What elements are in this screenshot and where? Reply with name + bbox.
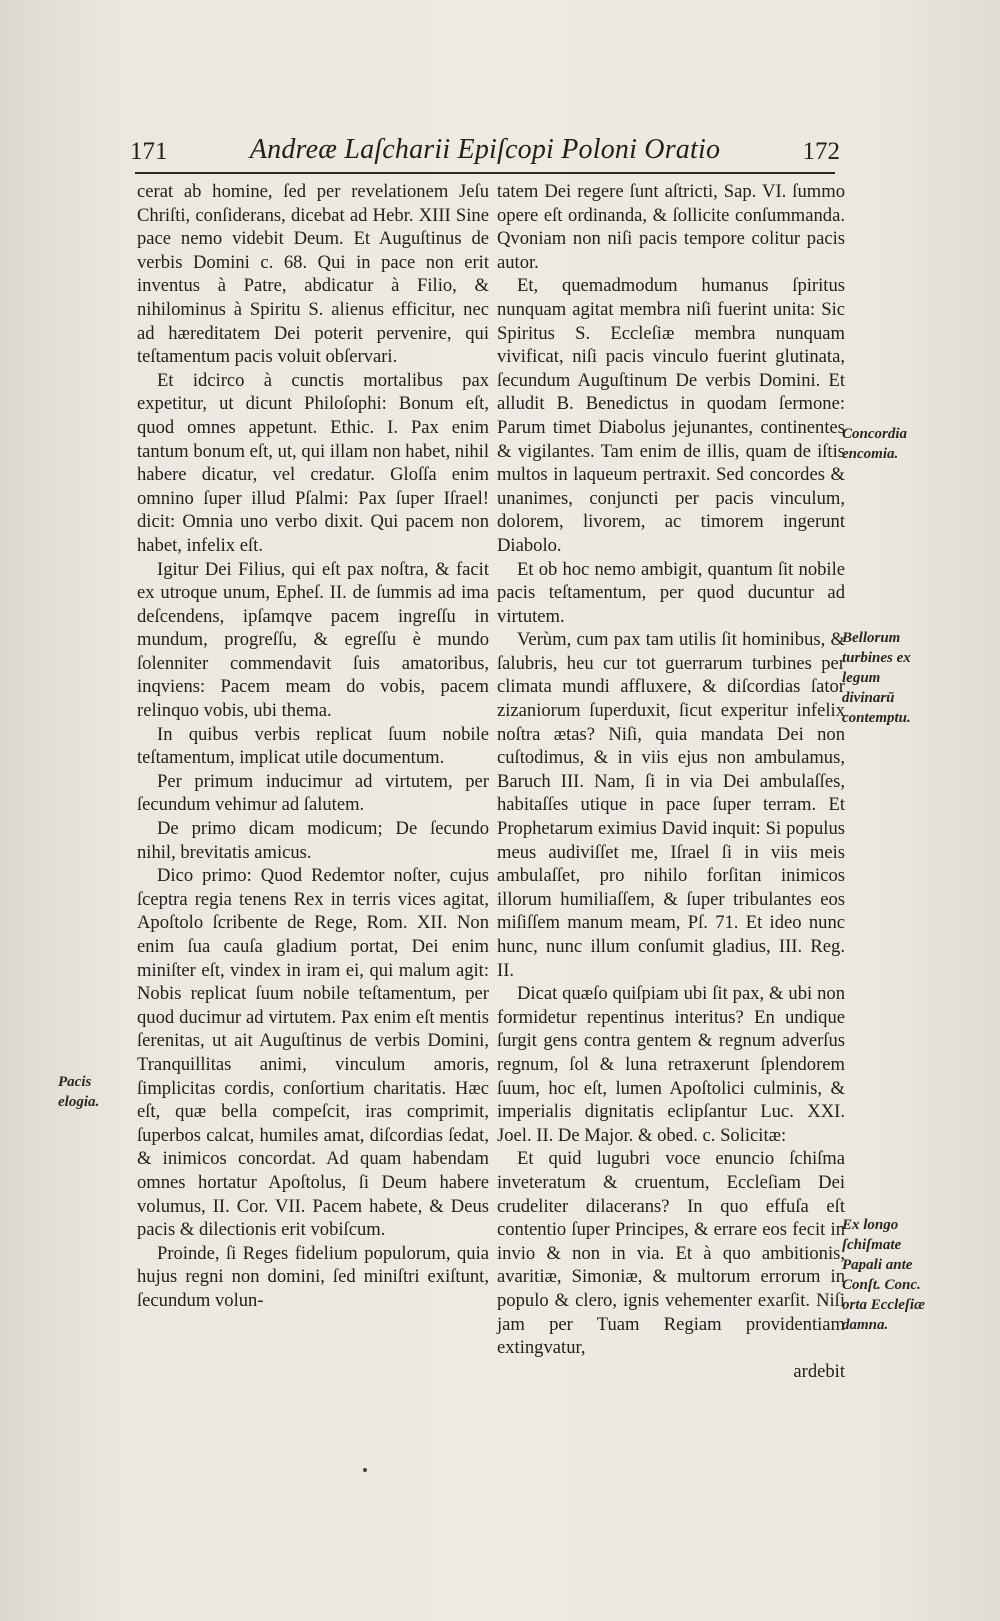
paragraph: In quibus verbis replicat ſuum nobile teſtamentum, implicat utile documentum.: [137, 723, 489, 769]
right-text-column: [497, 180, 845, 1383]
marginal-note-right: Ex longo ſchiſmate Papali ante Conſt. Conc. orta Eccleſiæ damna.: [842, 1217, 925, 1333]
paragraph: Per primum inducimur ad virtutem, per ſecundum vehimur ad ſalutem.: [137, 770, 489, 816]
ink-speck: [363, 1468, 367, 1472]
right-page-number: 172: [802, 138, 840, 165]
marginal-note-right: Concordia encomia.: [842, 426, 908, 462]
marginal-note-left: Pacis elogia.: [58, 1074, 100, 1110]
paragraph: Proinde, ſi Reges fidelium populorum, quia hujus regni non domini, ſed miniſtri exiſtunt, ſecundum volun-: [137, 1242, 489, 1311]
paragraph: Et quid lugubri voce enuncio ſchiſma inveteratum & cruentum, Eccleſiam Dei crudeliter dilacerans? In quo effuſa eſt contentio ſuper Principes, & errare eos fecit in invio & non in via. Et à quo ambitionis, avaritiæ, Simoniæ, & multorum errorum in populo & clero, ignis vehementer exarſit. Niſi jam per Tuam Regiam providentiam extingvatur,: [497, 1148, 845, 1359]
paragraph: Et ob hoc nemo ambigit, quantum ſit nobile pacis teſtamentum, per quod ducuntur ad virtutem.: [497, 558, 845, 627]
paragraph: Verùm, cum pax tam utilis ſit hominibus, & ſalubris, heu cur tot guerrarum turbines per climata mundi affluxere, & diſcordias ſator zizaniorum ſuperduxit, ſicut experitur infelix noſtra ætas? Niſi, quia mandata Dei non cuſtodimus, & in viis ejus non ambulamus, Baruch III. Nam, ſi in via Dei ambulaſſes, habitaſſes utique in pace ſuper terram. Et Prophetarum eximius David inquit: Si populus meus audiviſſet me, Iſrael ſi in viis meis ambulaſſet, pro nihilo forſitan inimicos illorum humiliaſſem, & ſuper tribulantes eos miſiſſem manum meam, Pſ. 71. Et ideo nunc hunc, nunc illum conſumit gladius, III. Reg. II.: [497, 629, 845, 981]
left-text-column: [137, 180, 489, 1313]
paragraph: Et, quemadmodum humanus ſpiritus nunquam agitat membra niſi fuerint unita: Sic Spiritus S. Eccleſiæ membra nunquam vivificat, niſi pacis vinculo fuerint glutinata, ſecundum Auguſtinum De verbis Domini. Et alludit B. Benedictus in quodam ſermone: Parum timet Diabolus jejunantes, continentes & vigilantes. Tam enim de illis, quam de iſtis multos in laqueum pertraxit. Sed concordes & unanimes, conjuncti per pacis vinculum, dolorem, livorem, ac timorem ingerunt Diabolo.: [497, 275, 845, 556]
left-page-number: 171: [130, 138, 168, 165]
paragraph: tatem Dei regere ſunt aſtricti, Sap. VI. ſummo opere eſt ordinanda, & ſollicite conſummanda. Qvoniam non niſi pacis tempore colitur pacis autor.: [497, 181, 845, 273]
paragraph: cerat ab homine, ſed per revelationem Jeſu Chriſti, conſiderans, dicebat ad Hebr. XIII Sine pace nemo videbit Deum. Et Auguſtinus de verbis Domini c. 68. Qui in pace non erit inventus à Patre, abdicatur à Filio, & nihilominus à Spiritu S. alienus efficitur, nec ad hæreditatem Dei poterit pervenire, qui teſtamentum pacis voluit obſervari.: [137, 181, 489, 368]
running-title: Andreæ Laſcharii Epiſcopi Poloni Oratio: [249, 134, 721, 165]
paragraph: Igitur Dei Filius, qui eſt pax noſtra, & facit ex utroque unum, Epheſ. II. de ſummis ad ima deſcendens, ipſamqve pacem ingreſſu in mundum, progreſſu, & egreſſu è mundo ſolenniter commendavit ſuis amatoribus, inqviens: Pacem meam do vobis, pacem relinquo vobis, ubi thema.: [137, 558, 489, 722]
marginal-note-right: Bellorum turbines ex legum divinarū contemptu.: [842, 630, 911, 726]
paragraph: Et idcirco à cunctis mortalibus pax expetitur, ut dicunt Philoſophi: Bonum eſt, quod omnes appetunt. Ethic. I. Pax enim tantum bonum eſt, ut, qui illam non habet, nihil habere dicatur, vel credatur. Gloſſa enim omnino ſuper illud Pſalmi: Pax ſuper Iſrael! dicit: Omnia uno verbo dixit. Qui pacem non habet, infelix eſt.: [137, 369, 489, 556]
paragraph: Dico primo: Quod Redemtor noſter, cujus ſceptra regia tenens Rex in terris vices agitat, Apoſtolo ſcribente de Rege, Rom. XII. Non enim ſua cauſa gladium portat, Dei enim miniſter eſt, vindex in iram ei, qui malum agit: Nobis replicat ſuum nobile teſtamentum, per quod ducimur ad virtutem. Pax enim eſt mentis ſerenitas, ut ait Auguſtinus de verbis Domini, Tranquillitas animi, vinculum amoris, ſimplicitas cordis, conſortium charitatis. Hæc eſt, quæ bella compeſcit, iras comprimit, ſuperbos calcat, humiles amat, diſcordias ſedat, & inimicos concordat. Ad quam habendam omnes hortatur Apoſtolus, ſi Deum habere volumus, II. Cor. VII. Pacem habete, & Deus pacis & dilectionis erit vobiſcum.: [137, 865, 489, 1241]
paragraph: De primo dicam modicum; De ſecundo nihil, brevitatis amicus.: [137, 818, 489, 863]
paragraph: Dicat quæſo quiſpiam ubi ſit pax, & ubi non formidetur repentinus interitus? En undique ſurgit gens contra gentem & regnum adverſus regnum, ſol & luna retraxerunt ſplendorem ſuum, hoc eſt, lumen Apoſtolici culminis, & imperialis dignitatis eclipſantur Luc. XXI. Joel. II. De Major. & obed. c. Solicitæ:: [497, 983, 845, 1146]
catchword: ardebit: [793, 1360, 845, 1382]
page-header: [130, 134, 840, 174]
header-rule: [135, 172, 835, 174]
